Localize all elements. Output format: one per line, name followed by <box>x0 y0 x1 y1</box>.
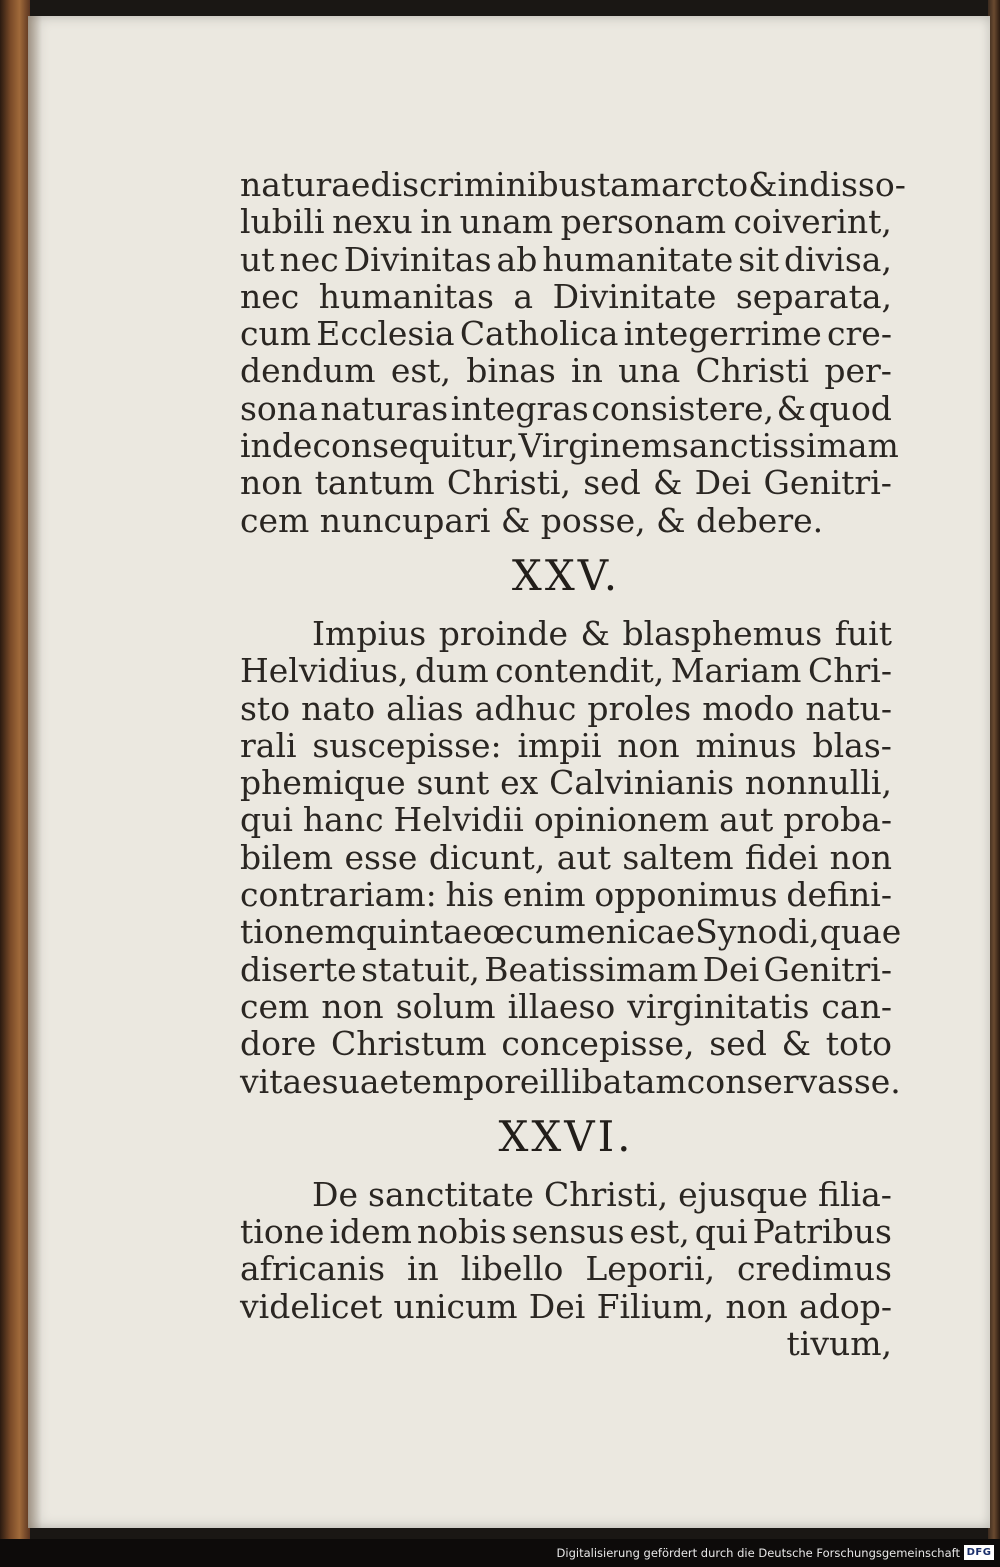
dfg-logo: DFG <box>964 1545 994 1560</box>
text-line: bilem esse dicunt, aut saltem fidei non <box>240 837 892 877</box>
text-line: inde consequitur, Virginem sanctissimam <box>240 426 899 466</box>
paragraph-2 <box>240 613 902 1101</box>
text-line: qui hanc Helvidii opinionem aut proba- <box>240 800 892 840</box>
book-spine-edge <box>0 0 30 1540</box>
text-line: cum Ecclesia Catholica integerrime cre- <box>240 314 892 354</box>
page-text <box>240 165 906 1364</box>
funding-credit: Digitalisierung gefördert durch die Deutsche Forschungsgemeinschaft <box>556 1546 960 1560</box>
paragraph-3 <box>240 1176 892 1362</box>
text-line: africanis in libello Leporii, credimus <box>240 1249 892 1289</box>
text-line: sto nato alias adhuc proles modo natu- <box>240 688 892 728</box>
text-line: non tantum Christi, sed & Dei Genitri- <box>240 463 892 503</box>
section-heading-xxvi: XXVI. <box>498 1111 634 1161</box>
text-line: lubili nexu in unam personam coiverint, <box>240 202 892 242</box>
text-line: ut nec Divinitas ab humanitate sit divisa, <box>240 239 892 279</box>
gutter-shadow <box>28 16 42 1528</box>
text-line: rali suscepisse: impii non minus blas- <box>240 725 892 765</box>
text-line: vitae suae tempore illibatam conservasse. <box>240 1061 901 1101</box>
text-line: De sanctitate Christi, ejusque filia- <box>312 1174 892 1214</box>
text-line: Helvidius, dum contendit, Mariam Chri- <box>240 651 892 691</box>
section-heading-xxv: XXV. <box>511 550 621 600</box>
text-line: tionem quintae œcumenicae Synodi, quae <box>240 912 902 952</box>
text-line: sona naturas integras consistere, & quod <box>240 388 892 428</box>
text-line: cem nuncupari & posse, & debere. <box>240 500 824 540</box>
text-line: contrariam: his enim opponimus defini- <box>240 875 892 915</box>
text-line: cem non solum illaeso virginitatis can- <box>240 986 892 1026</box>
text-line: phemique sunt ex Calvinianis nonnulli, <box>240 763 892 803</box>
text-line: dendum est, binas in una Christi per- <box>240 351 892 391</box>
catchword: tivum, <box>786 1324 892 1364</box>
text-line: Impius proinde & blasphemus fuit <box>312 613 892 653</box>
paragraph-1 <box>240 165 906 540</box>
book-page <box>28 16 990 1528</box>
text-line: tione idem nobis sensus est, qui Patribus <box>240 1212 892 1252</box>
digitization-footer <box>0 1539 1000 1567</box>
text-line: nec humanitas a Divinitate separata, <box>240 276 892 316</box>
text-line: videlicet unicum Dei Filium, non adop- <box>240 1286 892 1326</box>
text-line: naturae discriminibus tam arcto & indisso- <box>240 165 906 204</box>
text-line: dore Christum concepisse, sed & toto <box>240 1024 892 1064</box>
text-line: diserte statuit, Beatissimam Dei Genitri- <box>240 949 892 989</box>
